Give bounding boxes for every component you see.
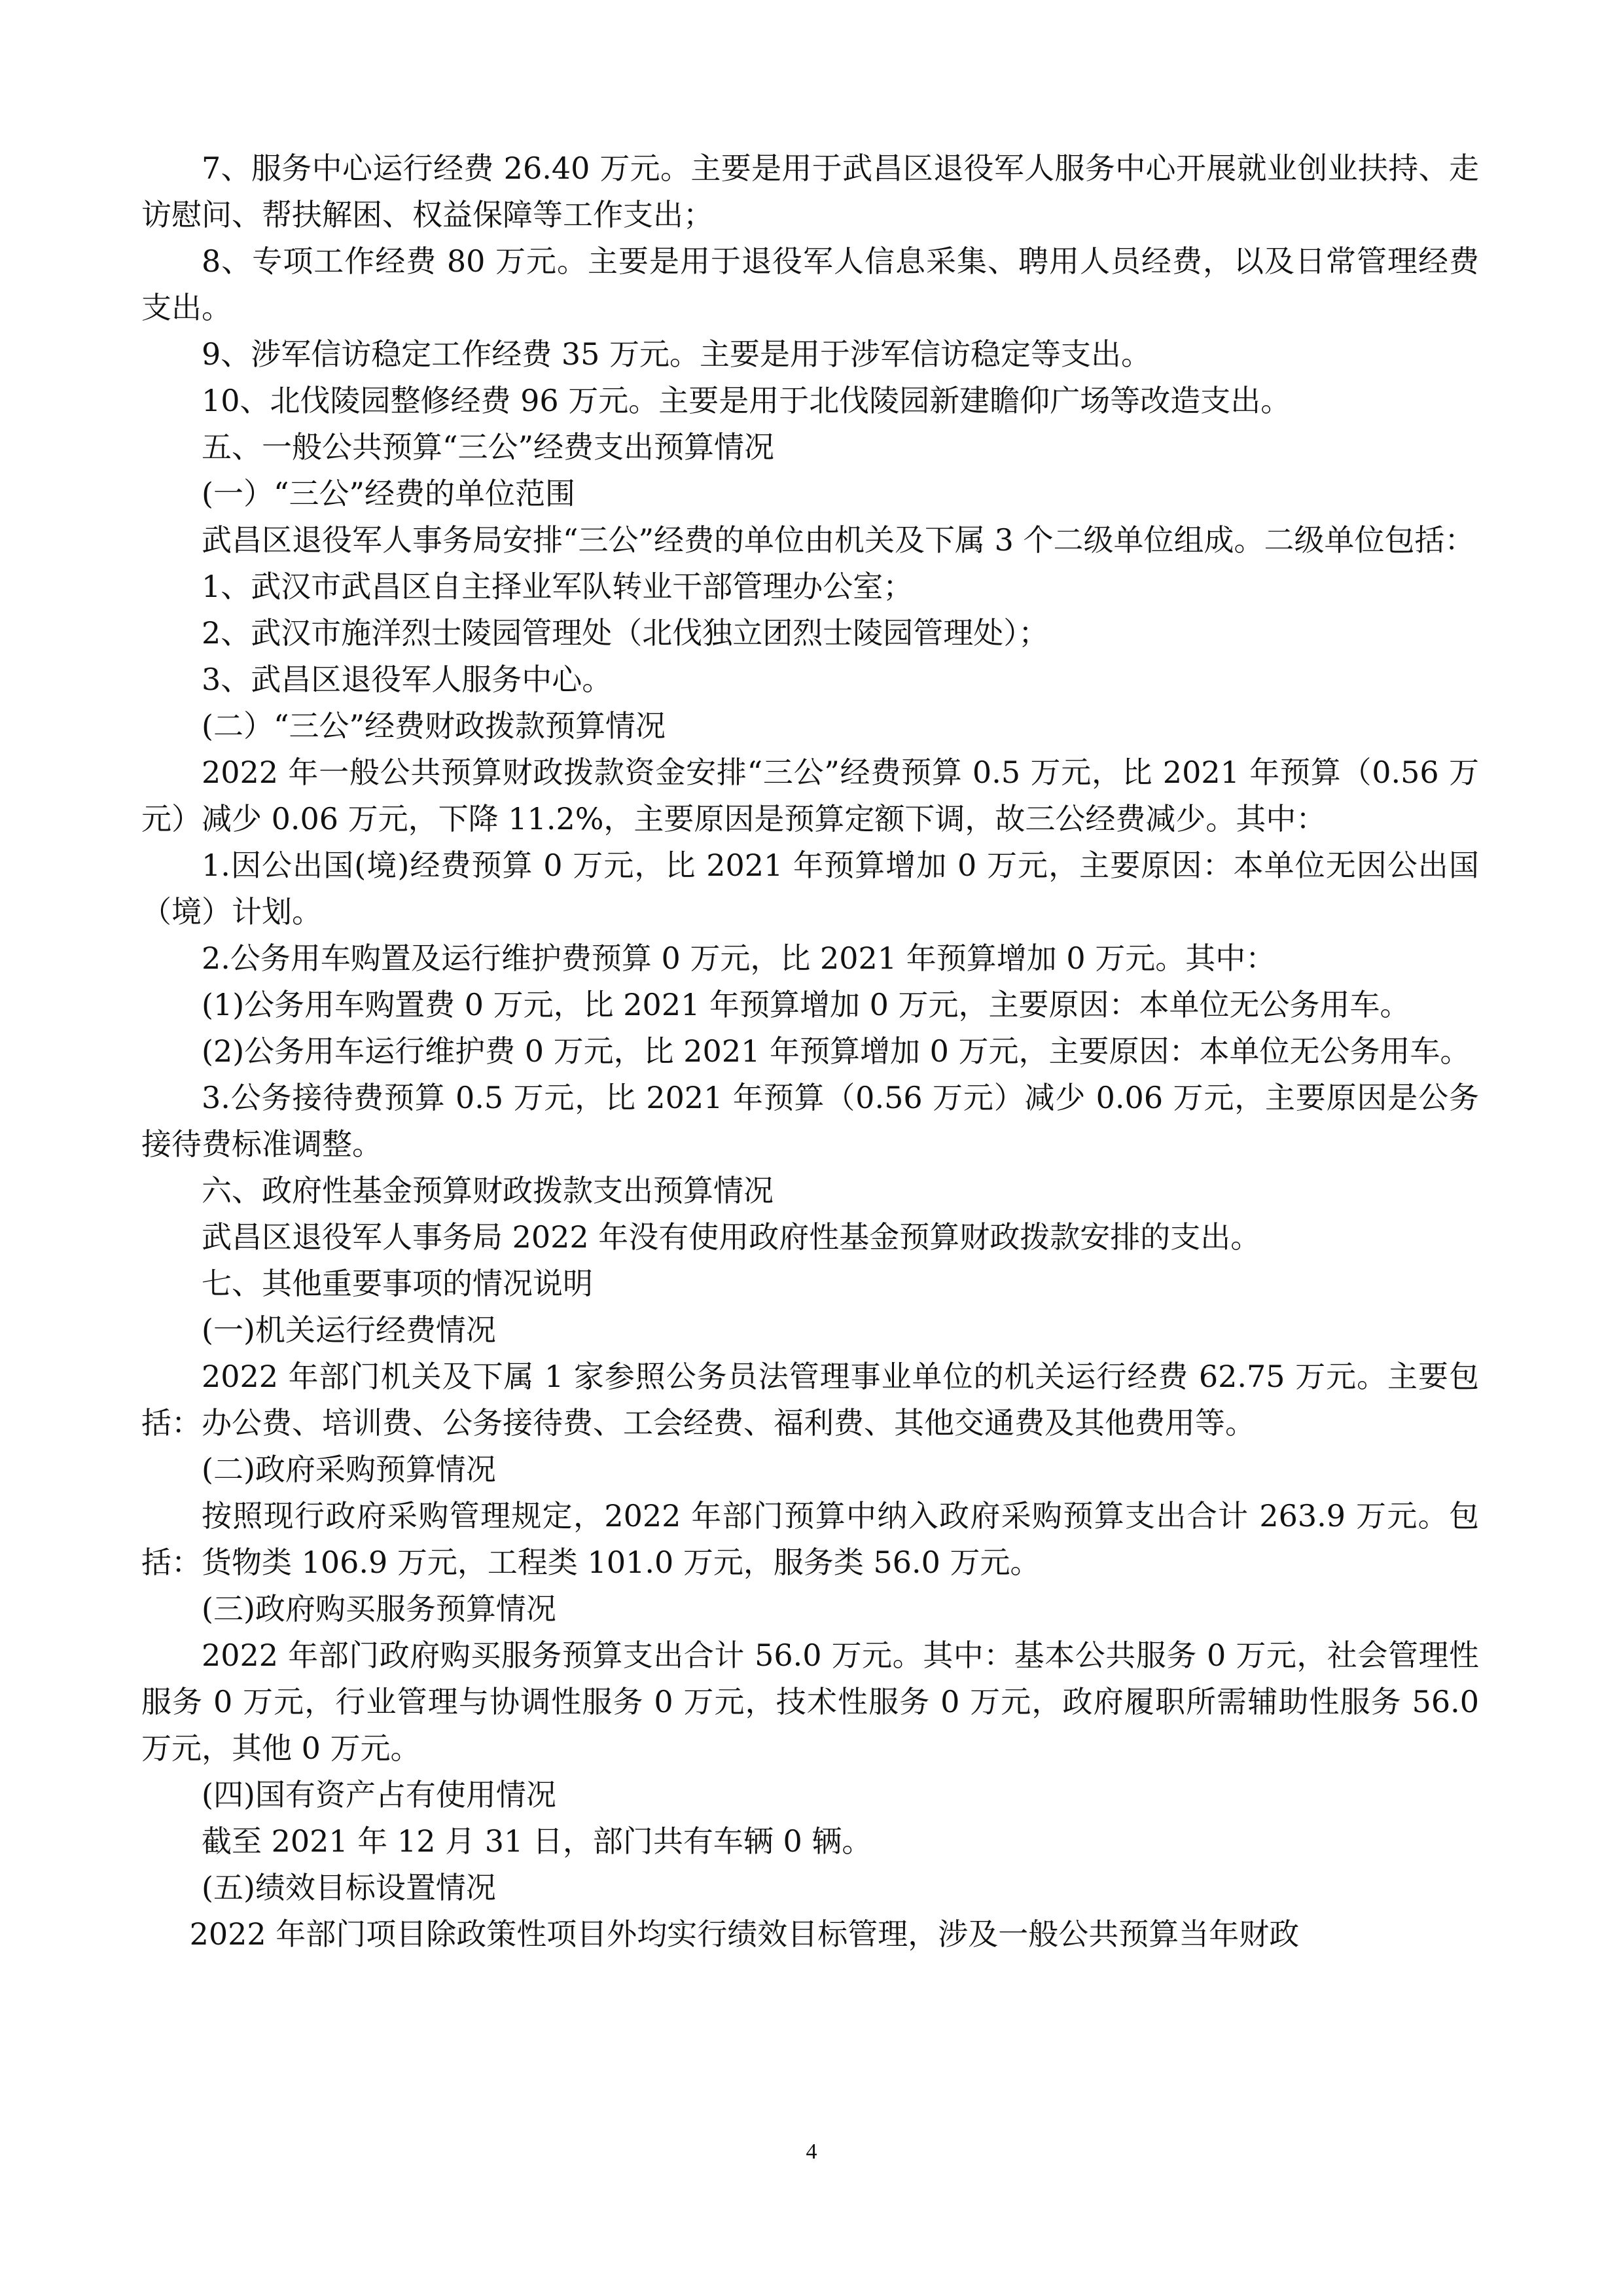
section-heading-6: 六、政府性基金预算财政拨款支出预算情况 <box>202 1173 774 1208</box>
paragraph-item-8: 8、专项工作经费 80 万元。主要是用于退役军人信息采集、聘用人员经费，以及日常管理经费支出。 <box>141 243 1479 325</box>
subheading-5-2: (二）“三公”经费财政拨款预算情况 <box>202 708 666 744</box>
paragraph-vehicle-maintenance: (2)公务用车运行维护费 0 万元，比 2021 年预算增加 0 万元，主要原因：本单位无公务用车。 <box>202 1033 1471 1069</box>
paragraph-overseas-travel: 1.因公出国(境)经费预算 0 万元，比 2021 年预算增加 0 万元，主要原因：本单位无因公出国（境）计划。 <box>141 848 1479 929</box>
paragraph-reception: 3.公务接待费预算 0.5 万元，比 2021 年预算（0.56 万元）减少 0.06 万元，主要原因是公务接待费标准调整。 <box>141 1080 1479 1162</box>
section-heading-5: 五、一般公共预算“三公”经费支出预算情况 <box>202 429 775 465</box>
paragraph-performance-goals: 2022 年部门项目除政策性项目外均实行绩效目标管理，涉及一般公共预算当年财政 <box>189 1916 1300 1952</box>
paragraph-item-7: 7、服务中心运行经费 26.40 万元。主要是用于武昌区退役军人服务中心开展就业创业扶持、走访慰问、帮扶解困、权益保障等工作支出； <box>141 151 1479 232</box>
paragraph-vehicle-purchase: (1)公务用车购置费 0 万元，比 2021 年预算增加 0 万元，主要原因：本单位无公务用车。 <box>202 987 1410 1022</box>
subheading-7-3: (三)政府购买服务预算情况 <box>202 1591 556 1626</box>
paragraph-procurement: 按照现行政府采购管理规定，2022 年部门预算中纳入政府采购预算支出合计 263.9 万元。包括：货物类 106.9 万元，工程类 101.0 万元，服务类 56.0 万元。 <box>141 1498 1479 1580</box>
subheading-7-5: (五)绩效目标设置情况 <box>202 1870 496 1905</box>
body-text <box>141 145 1479 1958</box>
section-heading-7: 七、其他重要事项的情况说明 <box>202 1266 593 1301</box>
subheading-7-1: (一)机关运行经费情况 <box>202 1312 496 1348</box>
paragraph-item-10: 10、北伐陵园整修经费 96 万元。主要是用于北伐陵园新建瞻仰广场等改造支出。 <box>202 383 1291 418</box>
list-item-unit-2: 2、武汉市施洋烈士陵园管理处（北伐独立团烈士陵园管理处）； <box>202 615 1049 651</box>
list-item-unit-3: 3、武昌区退役军人服务中心。 <box>202 662 613 697</box>
list-item-unit-1: 1、武汉市武昌区自主择业军队转业干部管理办公室； <box>202 569 914 604</box>
page-number: 4 <box>806 2140 817 2164</box>
paragraph-budget-overview: 2022 年一般公共预算财政拨款资金安排“三公”经费预算 0.5 万元，比 2021 年预算（0.56 万元）减少 0.06 万元，下降 11.2%，主要原因是预算定额下调，故三公经费减少。其中： <box>141 755 1479 836</box>
paragraph-item-9: 9、涉军信访稳定工作经费 35 万元。主要是用于涉军信访稳定等支出。 <box>202 336 1152 372</box>
paragraph-operating-expenses: 2022 年部门机关及下属 1 家参照公务员法管理事业单位的机关运行经费 62.75 万元。主要包括：办公费、培训费、公务接待费、工会经费、福利费、其他交通费及其他费用等。 <box>141 1359 1479 1441</box>
paragraph-purchased-services: 2022 年部门政府购买服务预算支出合计 56.0 万元。其中：基本公共服务 0 万元，社会管理性服务 0 万元，行业管理与协调性服务 0 万元，技术性服务 0 万元，政府履职所需辅助性服务 56.0 万元，其他 0 万元。 <box>141 1638 1479 1766</box>
subheading-7-2: (二)政府采购预算情况 <box>202 1452 496 1487</box>
subheading-7-4: (四)国有资产占有使用情况 <box>202 1777 556 1812</box>
paragraph-unit-scope: 武昌区退役军人事务局安排“三公”经费的单位由机关及下属 3 个二级单位组成。二级单位包括： <box>202 522 1475 558</box>
paragraph-assets: 截至 2021 年 12 月 31 日，部门共有车辆 0 辆。 <box>202 1823 872 1859</box>
paragraph-vehicle-total: 2.公务用车购置及运行维护费预算 0 万元，比 2021 年预算增加 0 万元。其中： <box>202 941 1276 976</box>
subheading-5-1: (一）“三公”经费的单位范围 <box>202 476 575 511</box>
paragraph-government-fund: 武昌区退役军人事务局 2022 年没有使用政府性基金预算财政拨款安排的支出。 <box>202 1219 1261 1255</box>
